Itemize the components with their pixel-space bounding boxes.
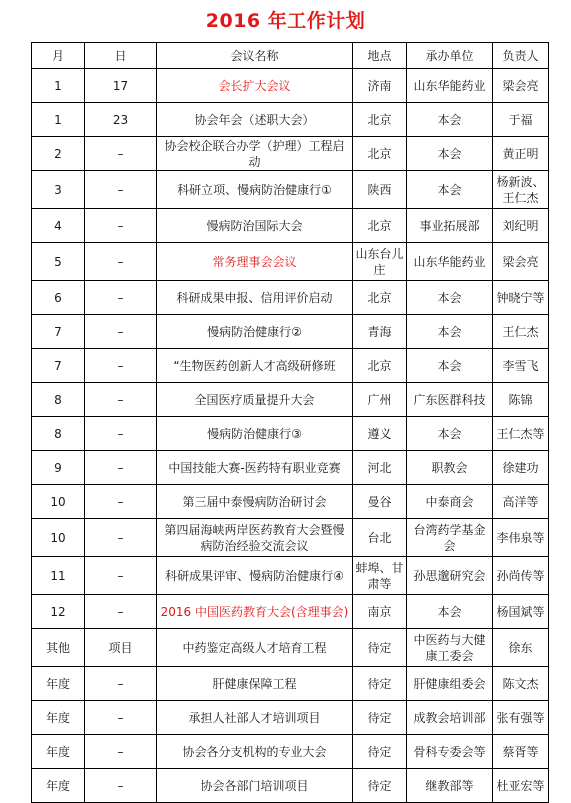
table-row [32,417,549,451]
lead-cell: 陈锦 [493,383,549,417]
place-cell: 济南 [353,69,407,103]
lead-cell: 杨国斌等 [493,595,549,629]
meeting-name-cell: 承担人社部人才培训项目 [157,701,353,735]
lead-cell: 王仁杰 [493,315,549,349]
lead-cell: 李雪飞 [493,349,549,383]
month-cell: 年度 [32,701,85,735]
meeting-name-cell: 慢病防治健康行② [157,315,353,349]
day-cell: – [85,137,157,171]
meeting-name-cell: 中药鉴定高级人才培育工程 [157,629,353,667]
organizer-cell: 成教会培训部 [407,701,493,735]
place-cell: 遵义 [353,417,407,451]
day-cell: – [85,171,157,209]
meeting-name-cell: 中国技能大赛-医药特有职业竞赛 [157,451,353,485]
month-cell: 8 [32,417,85,451]
table-row [32,485,549,519]
day-cell: 17 [85,69,157,103]
day-cell: – [85,485,157,519]
place-cell: 台北 [353,519,407,557]
organizer-cell: 本会 [407,281,493,315]
page-title: 2016 年工作计划 [205,10,366,32]
month-cell: 7 [32,349,85,383]
day-cell: – [85,701,157,735]
table-header-row [32,43,549,69]
organizer-cell: 中医药与大健康工委会 [407,629,493,667]
table-row [32,315,549,349]
organizer-cell: 山东华能药业 [407,69,493,103]
table-row [32,243,549,281]
meeting-name-cell: 第三届中泰慢病防治研讨会 [157,485,353,519]
lead-cell: 杜亚宏等 [493,769,549,803]
meeting-name-cell: 科研成果评审、慢病防治健康行④ [157,557,353,595]
lead-cell: 黄正明 [493,137,549,171]
place-cell: 北京 [353,103,407,137]
organizer-cell: 中泰商会 [407,485,493,519]
place-cell: 待定 [353,769,407,803]
organizer-cell: 山东华能药业 [407,243,493,281]
place-cell: 陕西 [353,171,407,209]
day-cell: – [85,315,157,349]
place-cell: 北京 [353,349,407,383]
place-cell: 待定 [353,701,407,735]
table-row [32,519,549,557]
header-month: 月 [32,43,85,69]
organizer-cell: 继教部等 [407,769,493,803]
work-plan-table [31,42,549,803]
place-cell: 山东台儿庄 [353,243,407,281]
table-row [32,451,549,485]
meeting-name-cell: 协会各分支机构的专业大会 [157,735,353,769]
lead-cell: 刘纪明 [493,209,549,243]
place-cell: 待定 [353,629,407,667]
day-cell: – [85,243,157,281]
lead-cell: 钟晓宁等 [493,281,549,315]
month-cell: 5 [32,243,85,281]
table-row [32,557,549,595]
header-day: 日 [85,43,157,69]
meeting-name-cell: 2016 中国医药教育大会(含理事会) [157,595,353,629]
organizer-cell: 台湾药学基金会 [407,519,493,557]
meeting-name-cell: 科研立项、慢病防治健康行① [157,171,353,209]
table-row [32,595,549,629]
day-cell: – [85,209,157,243]
organizer-cell: 广东医群科技 [407,383,493,417]
place-cell: 青海 [353,315,407,349]
day-cell: – [85,557,157,595]
lead-cell: 高洋等 [493,485,549,519]
meeting-name-cell: 慢病防治国际大会 [157,209,353,243]
lead-cell: 王仁杰等 [493,417,549,451]
meeting-name-cell: 全国医疗质量提升大会 [157,383,353,417]
day-cell: – [85,349,157,383]
place-cell: 北京 [353,137,407,171]
table-body [32,69,549,803]
month-cell: 12 [32,595,85,629]
month-cell: 3 [32,171,85,209]
day-cell: – [85,417,157,451]
table-row [32,69,549,103]
month-cell: 年度 [32,735,85,769]
meeting-name-cell: 协会年会（述职大会） [157,103,353,137]
lead-cell: 徐建功 [493,451,549,485]
meeting-name-cell: 协会各部门培训项目 [157,769,353,803]
lead-cell: 李伟泉等 [493,519,549,557]
organizer-cell: 职教会 [407,451,493,485]
lead-cell: 徐东 [493,629,549,667]
month-cell: 9 [32,451,85,485]
month-cell: 10 [32,485,85,519]
meeting-name-cell: “生物医药创新人才高级研修班 [157,349,353,383]
organizer-cell: 肝健康组委会 [407,667,493,701]
month-cell: 10 [32,519,85,557]
table-row [32,349,549,383]
meeting-name-cell: 会长扩大会议 [157,69,353,103]
place-cell: 广州 [353,383,407,417]
header-meeting-name: 会议名称 [157,43,353,69]
month-cell: 8 [32,383,85,417]
day-cell: – [85,735,157,769]
meeting-name-cell: 协会校企联合办学（护理）工程启动 [157,137,353,171]
organizer-cell: 本会 [407,349,493,383]
header-place: 地点 [353,43,407,69]
table-row [32,629,549,667]
place-cell: 河北 [353,451,407,485]
organizer-cell: 本会 [407,137,493,171]
organizer-cell: 本会 [407,595,493,629]
month-cell: 1 [32,103,85,137]
month-cell: 6 [32,281,85,315]
table-row [32,667,549,701]
place-cell: 待定 [353,735,407,769]
day-cell: – [85,769,157,803]
day-cell: – [85,451,157,485]
day-cell: – [85,595,157,629]
organizer-cell: 骨科专委会等 [407,735,493,769]
month-cell: 年度 [32,667,85,701]
table-row [32,281,549,315]
table-row [32,701,549,735]
organizer-cell: 事业拓展部 [407,209,493,243]
month-cell: 7 [32,315,85,349]
place-cell: 南京 [353,595,407,629]
lead-cell: 蔡胥等 [493,735,549,769]
meeting-name-cell: 肝健康保障工程 [157,667,353,701]
organizer-cell: 本会 [407,417,493,451]
month-cell: 11 [32,557,85,595]
month-cell: 2 [32,137,85,171]
place-cell: 待定 [353,667,407,701]
place-cell: 蚌埠、甘肃等 [353,557,407,595]
meeting-name-cell: 常务理事会会议 [157,243,353,281]
lead-cell: 杨新波、王仁杰 [493,171,549,209]
table-row [32,769,549,803]
table-row [32,209,549,243]
day-cell: – [85,383,157,417]
place-cell: 曼谷 [353,485,407,519]
day-cell: 23 [85,103,157,137]
organizer-cell: 孙思邈研究会 [407,557,493,595]
organizer-cell: 本会 [407,103,493,137]
place-cell: 北京 [353,209,407,243]
organizer-cell: 本会 [407,315,493,349]
meeting-name-cell: 第四届海峡两岸医药教育大会暨慢病防治经验交流会议 [157,519,353,557]
month-cell: 其他 [32,629,85,667]
table-row [32,137,549,171]
header-lead: 负责人 [493,43,549,69]
meeting-name-cell: 科研成果申报、信用评价启动 [157,281,353,315]
table-row [32,103,549,137]
day-cell: – [85,667,157,701]
month-cell: 4 [32,209,85,243]
lead-cell: 梁会亮 [493,243,549,281]
table-row [32,171,549,209]
header-organizer: 承办单位 [407,43,493,69]
month-cell: 1 [32,69,85,103]
lead-cell: 陈文杰 [493,667,549,701]
lead-cell: 梁会亮 [493,69,549,103]
lead-cell: 孙尚传等 [493,557,549,595]
place-cell: 北京 [353,281,407,315]
organizer-cell: 本会 [407,171,493,209]
lead-cell: 于福 [493,103,549,137]
month-cell: 年度 [32,769,85,803]
day-cell: – [85,519,157,557]
day-cell: – [85,281,157,315]
day-cell: 项目 [85,629,157,667]
lead-cell: 张有强等 [493,701,549,735]
meeting-name-cell: 慢病防治健康行③ [157,417,353,451]
table-row [32,383,549,417]
table-row [32,735,549,769]
